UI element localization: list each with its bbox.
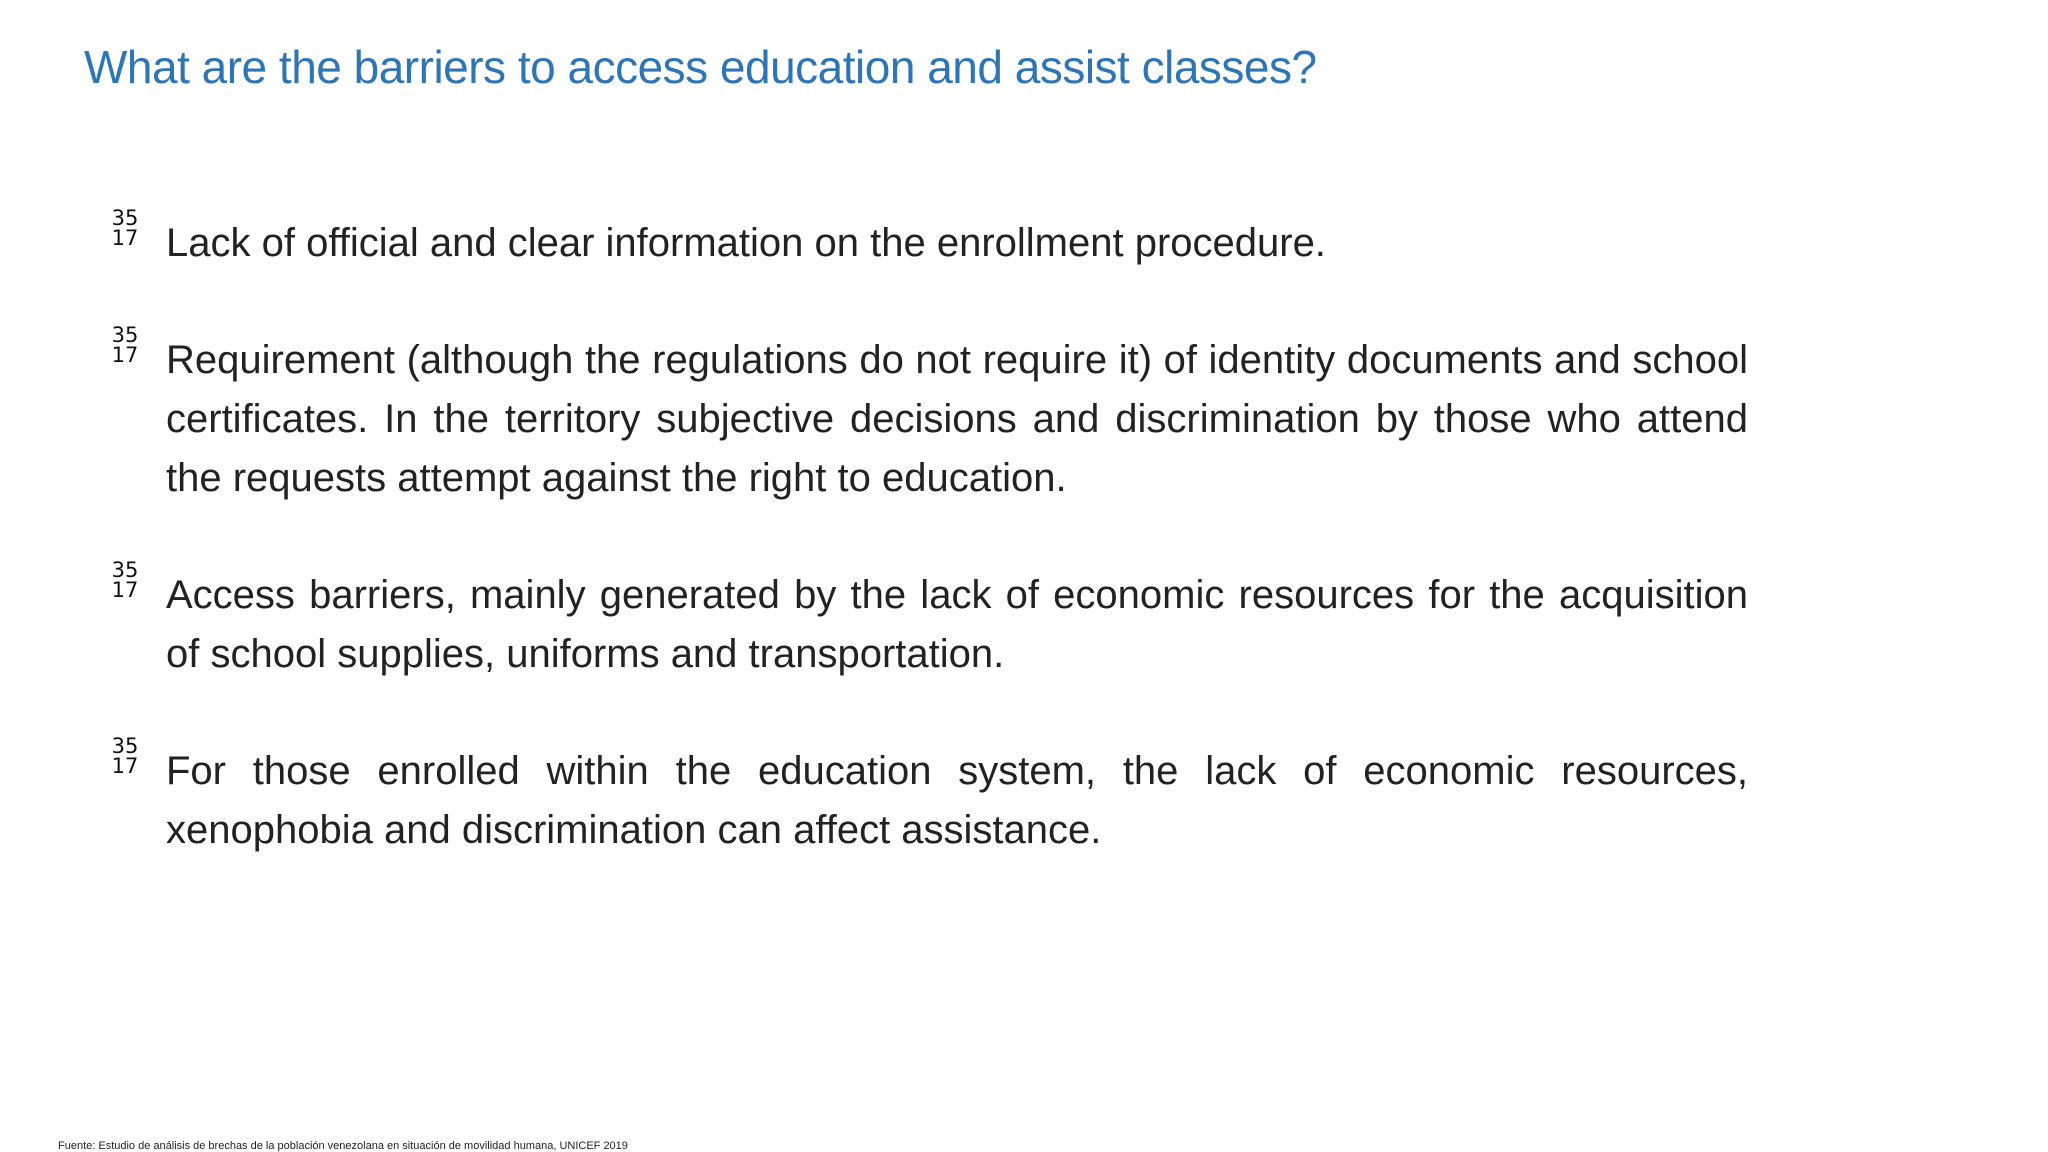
barriers-list xyxy=(108,206,1748,918)
bullet-marker-bottom: 17 xyxy=(111,578,139,602)
bullet-marker-icon xyxy=(108,325,142,365)
bullet-marker-icon xyxy=(108,560,142,600)
bullet-marker-top: 35 xyxy=(111,558,139,582)
source-footnote: Fuente: Estudio de análisis de brechas de la población venezolana en situación de movilidad humana, UNICEF 2019 xyxy=(58,1140,628,1152)
bullet-item xyxy=(108,206,1748,273)
bullet-text: Access barriers, mainly generated by the lack of economic resources for the acquisition of school supplies, uniforms and transportation. xyxy=(166,573,1748,676)
bullet-item xyxy=(108,323,1748,508)
bullet-text: Lack of official and clear information on the enrollment procedure. xyxy=(166,221,1326,265)
slide-title: What are the barriers to access education and assist classes? xyxy=(84,41,1317,93)
bullet-marker-bottom: 17 xyxy=(111,343,139,367)
bullet-marker-top: 35 xyxy=(111,323,139,347)
bullet-marker-icon xyxy=(108,208,142,248)
bullet-marker-top: 35 xyxy=(111,206,139,230)
bullet-item xyxy=(108,558,1748,684)
bullet-marker-icon xyxy=(108,736,142,776)
bullet-marker-top: 35 xyxy=(111,734,139,758)
bullet-item xyxy=(108,734,1748,860)
bullet-text: Requirement (although the regulations do not require it) of identity documents and school certificates. In the territory subjective decisions and discrimination by those who attend the requests attempt against the right to education. xyxy=(166,338,1748,500)
bullet-marker-bottom: 17 xyxy=(111,226,139,250)
bullet-marker-bottom: 17 xyxy=(111,754,139,778)
bullet-text: For those enrolled within the education system, the lack of economic resources, xenophobia and discrimination can affect assistance. xyxy=(166,749,1748,852)
